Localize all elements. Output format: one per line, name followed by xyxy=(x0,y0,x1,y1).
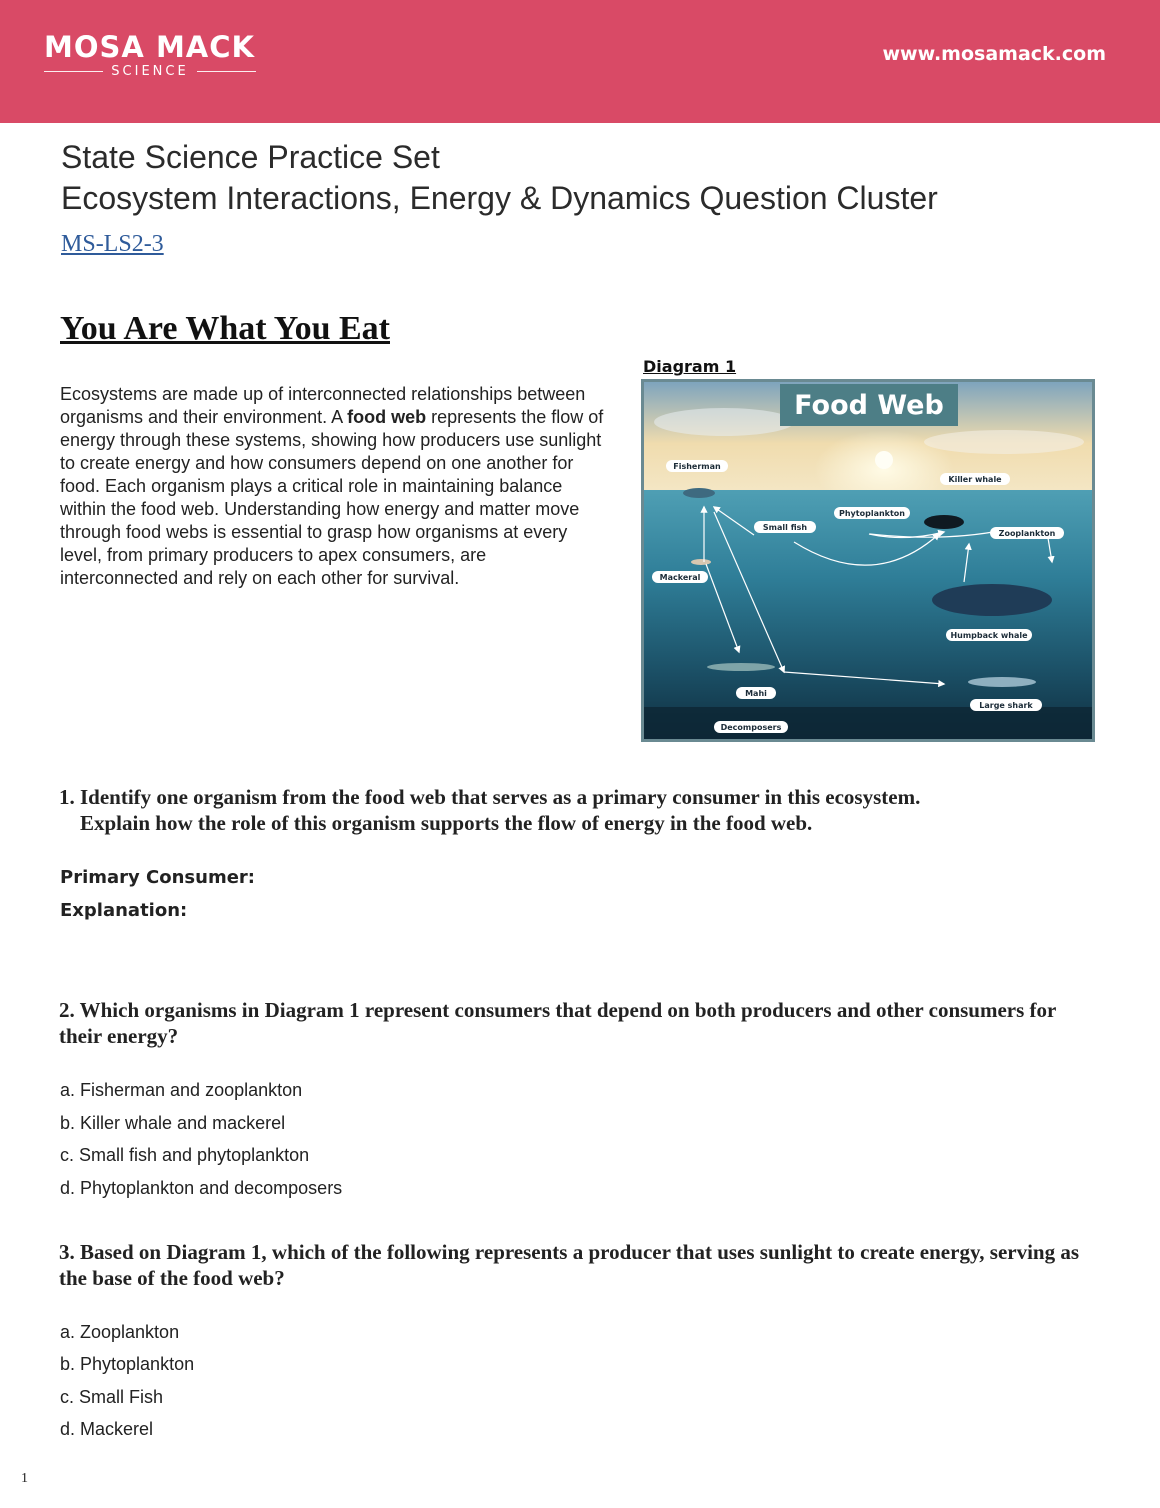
cloud xyxy=(924,430,1084,454)
logo-divider xyxy=(44,71,103,72)
label-mackeral: Mackeral xyxy=(659,573,701,582)
intro-text-end: represents the flow of energy through these systems, showing how producers use sunlight to create energy and how consumers depend on one another for food. Each organism plays a critical role in maintaining balance within the food web. Understanding how energy and matter move through food webs is essential to grasp how organisms at every level, from primary producers to apex consumers, are interconnected and rely on each other for survival. xyxy=(60,407,604,588)
intro-text-start: Ecosystems are made up of interconnected relationships between organisms and their environment. A xyxy=(60,384,586,427)
humpback-whale-shape xyxy=(932,584,1052,616)
large-shark-shape xyxy=(968,677,1036,687)
food-web-illustration xyxy=(644,382,1092,739)
fisherman-boat xyxy=(683,488,715,498)
intro-paragraph xyxy=(60,383,605,590)
site-url-link[interactable]: www.mosamack.com xyxy=(882,43,1106,65)
title-line-1: State Science Practice Set xyxy=(61,139,440,175)
label-humpback-whale: Humpback whale xyxy=(950,631,1028,640)
question-1-line-1: 1. Identify one organism from the food web that serves as a primary consumer in this ecosystem. xyxy=(59,785,921,809)
brand-logo[interactable] xyxy=(44,31,256,79)
mackeral-shape xyxy=(691,559,711,565)
explanation-field[interactable]: Explanation: xyxy=(60,900,188,921)
diagram-title: Food Web xyxy=(794,390,944,421)
question-3: 3. Based on Diagram 1, which of the following represents a producer that uses sunlight to create energy, serving as the base of the food web? xyxy=(59,1240,1080,1290)
brand-sub: SCIENCE xyxy=(111,64,189,79)
brand-name: MOSA MACK xyxy=(44,30,255,64)
question-2-option-c[interactable]: c. Small fish and phytoplankton xyxy=(60,1145,310,1165)
label-killer-whale: Killer whale xyxy=(948,475,1002,484)
label-large-shark: Large shark xyxy=(979,701,1033,710)
label-zooplankton: Zooplankton xyxy=(998,529,1056,538)
page-number: 1 xyxy=(21,1471,28,1486)
question-1 xyxy=(59,784,1099,836)
brand-sub-row xyxy=(44,64,256,79)
diagram-caption: Diagram 1 xyxy=(643,357,737,376)
question-2-option-d[interactable]: d. Phytoplankton and decomposers xyxy=(60,1178,343,1198)
standard-link[interactable]: MS-LS2-3 xyxy=(61,231,164,257)
primary-consumer-field[interactable]: Primary Consumer: xyxy=(60,867,255,888)
label-fisherman: Fisherman xyxy=(673,462,721,471)
question-3-option-c[interactable]: c. Small Fish xyxy=(60,1387,164,1407)
sun xyxy=(875,451,893,469)
label-small-fish: Small fish xyxy=(762,523,808,532)
question-3-option-d[interactable]: d. Mackerel xyxy=(60,1419,154,1439)
intro-bold-term: food web xyxy=(347,407,427,427)
question-2: 2. Which organisms in Diagram 1 represent consumers that depend on both producers and other consumers for their energy? xyxy=(59,998,1056,1048)
header-banner xyxy=(0,0,1160,123)
logo-divider xyxy=(197,71,256,72)
label-phytoplankton: Phytoplankton xyxy=(839,509,905,518)
label-decomposers: Decomposers xyxy=(720,723,782,732)
sea-floor xyxy=(644,707,1092,739)
food-web-diagram xyxy=(641,379,1095,742)
question-1-line-2: Explain how the role of this organism supports the flow of energy in the food web. xyxy=(80,811,813,835)
document-title xyxy=(61,137,938,219)
question-3-option-b[interactable]: b. Phytoplankton xyxy=(60,1354,195,1374)
section-title: You Are What You Eat xyxy=(60,310,390,347)
killer-whale-shape xyxy=(924,515,964,529)
question-2-option-b[interactable]: b. Killer whale and mackerel xyxy=(60,1113,286,1133)
label-mahi: Mahi xyxy=(745,689,767,698)
cloud xyxy=(654,408,794,436)
title-line-2: Ecosystem Interactions, Energy & Dynamics Question Cluster xyxy=(61,180,938,216)
mahi-shape xyxy=(707,663,775,671)
question-3-option-a[interactable]: a. Zooplankton xyxy=(60,1322,180,1342)
question-2-option-a[interactable]: a. Fisherman and zooplankton xyxy=(60,1080,303,1100)
